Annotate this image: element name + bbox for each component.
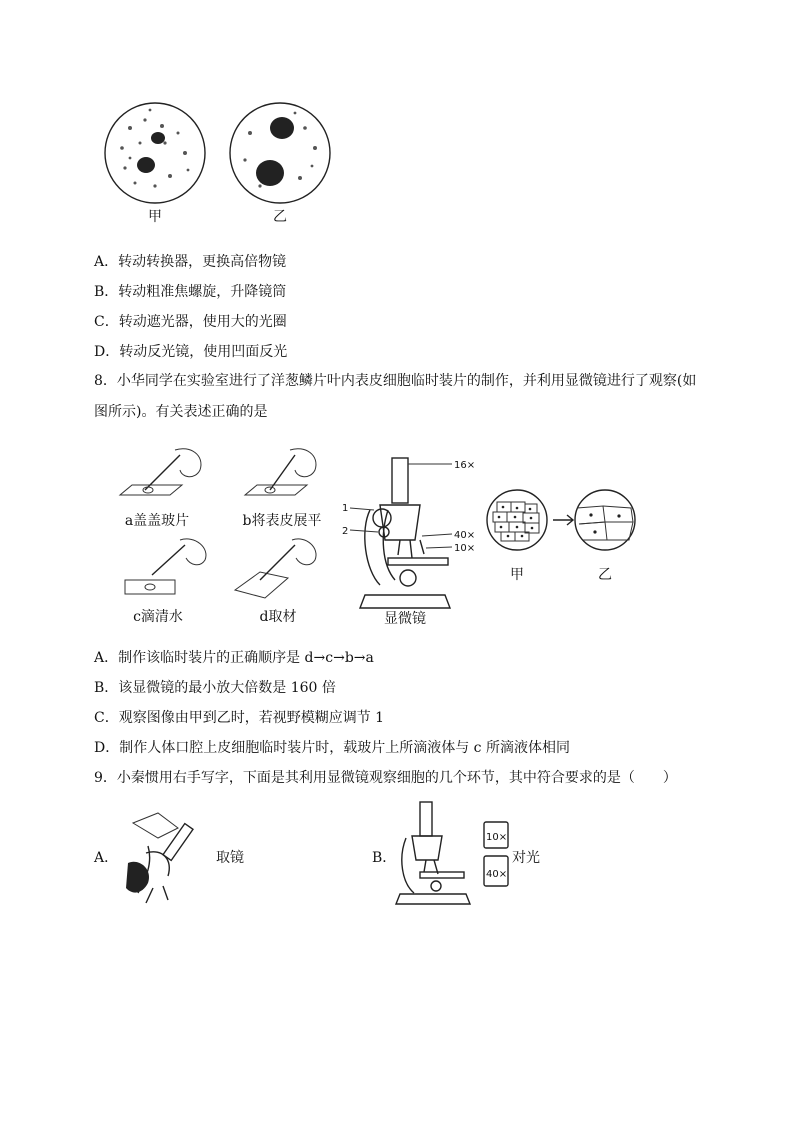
q9-option-a-picture [118, 808, 213, 908]
view-yi [575, 490, 635, 550]
q9-option-b-letter: B． [372, 850, 397, 866]
field-yi [230, 103, 330, 203]
step-d-drawing [235, 539, 316, 598]
q8-option-b: B．该显微镜的最小放大倍数是 160 倍 [94, 680, 336, 696]
q9-option-a-text: 取镜 [216, 850, 244, 866]
q8-option-d: D．制作人体口腔上皮细胞临时装片时，载玻片上所滴液体与 c 所滴液体相同 [94, 740, 570, 756]
step-b-label: b将表皮展平 [242, 513, 322, 529]
q8-option-c: C．观察图像由甲到乙时，若视野模糊应调节 1 [94, 710, 385, 726]
q8-microscope-figure [340, 450, 490, 620]
objective-40-label: 40× [454, 530, 476, 541]
view-jia [487, 490, 547, 550]
q8-stem-line2: 图所示)。有关表述正确的是 [94, 404, 268, 420]
microscope-caption: 显微镜 [384, 611, 426, 627]
step-d-label: d取材 [259, 609, 297, 625]
step-b-drawing [245, 449, 316, 495]
q9-option-b-picture [396, 798, 516, 908]
q7-label-yi: 乙 [273, 209, 287, 225]
step-a-label: a盖盖玻片 [124, 513, 190, 529]
field-jia [105, 103, 205, 203]
part-1-label: 1 [342, 503, 349, 514]
q9-option-b-text: 对光 [512, 850, 540, 866]
step-c-label: c滴清水 [133, 609, 183, 625]
q8-stem-line1: 8．小华同学在实验室进行了洋葱鳞片叶内表皮细胞临时装片的制作，并利用显微镜进行了观察(如 [94, 373, 697, 389]
q9-option-a-letter: A． [94, 850, 119, 866]
objective-10-label: 10× [454, 543, 476, 554]
q7-label-jia: 甲 [148, 209, 162, 225]
q7-option-d: D．转动反光镜，使用凹面反光 [94, 344, 288, 360]
part-2-label: 2 [342, 526, 349, 537]
q7-option-b: B．转动粗准焦螺旋，升降镜筒 [94, 284, 287, 300]
lens-10x-label: 10× [486, 832, 508, 843]
q7-figure [100, 98, 340, 228]
view-yi-label: 乙 [598, 567, 612, 583]
view-jia-label: 甲 [510, 567, 524, 583]
q8-views-figure [485, 488, 645, 558]
step-a-drawing [120, 449, 201, 495]
q8-steps-figure [110, 440, 350, 630]
eyepiece-label: 16× [454, 460, 476, 471]
lens-40x-label: 40× [486, 869, 508, 880]
q9-stem: 9．小秦惯用右手写字，下面是其利用显微镜观察细胞的几个环节，其中符合要求的是（ ） [94, 770, 677, 786]
q7-option-a: A．转动转换器，更换高倍物镜 [94, 254, 287, 270]
q7-option-c: C．转动遮光器，使用大的光圈 [94, 314, 287, 330]
q8-option-a: A．制作该临时装片的正确顺序是 d→c→b→a [94, 650, 374, 666]
step-c-drawing [125, 539, 206, 594]
